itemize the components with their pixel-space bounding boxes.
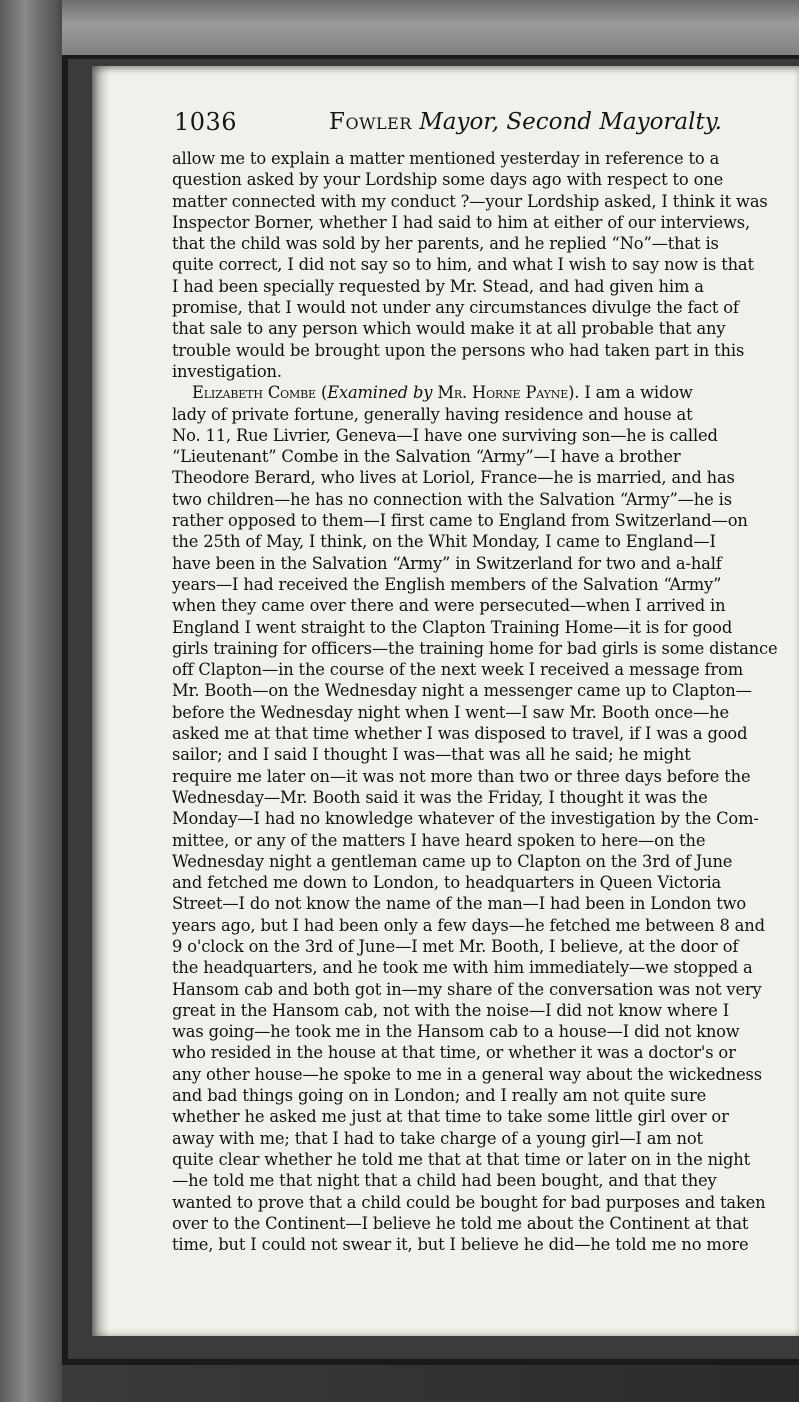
book-spine-edge [0,0,62,1402]
examiner-name: Mr. Horne Payne [437,383,569,403]
book-page [92,66,799,1336]
text-line: Hansom cab and both got in—my share of the conversation was not very [172,979,762,999]
text-line: over to the Continent—I believe he told me about the Continent at that [172,1213,749,1233]
text-line: Mr. Booth—on the Wednesday night a messenger came up to Clapton— [172,681,752,701]
witness-name: Elizabeth Combe [192,383,316,403]
gutter-shadow [92,66,110,1336]
text-line: and bad things going on in London; and I really am not quite sure [172,1086,707,1106]
running-head-title: Mayor, Second Mayoralty. [419,109,722,135]
body-text [172,148,797,1255]
page-number: 1036 [174,108,238,136]
text-line: Street—I do not know the name of the man—I had been in London two [172,894,747,914]
text-line: two children—he has no connection with the Salvation “Army”—he is [172,489,732,509]
text-line: rather opposed to them—I first came to England from Switzerland—on [172,511,748,531]
text-line: Monday—I had no knowledge whatever of the investigation by the Com- [172,809,759,829]
text-line: off Clapton—in the course of the next week I received a message from [172,660,743,680]
text-line: when they came over there and were persecuted—when I arrived in [172,596,726,616]
text-line: investigation. [172,361,282,381]
text-line: England I went straight to the Clapton Training Home—it is for good [172,617,733,637]
examined-by-label: Examined by [327,383,433,403]
text-line: Theodore Berard, who lives at Loriol, France—he is married, and has [172,468,735,488]
text-line: Inspector Borner, whether I had said to him at either of our interviews, [172,212,751,232]
first-line-rest: ). I am a widow [568,383,693,403]
running-head [329,109,722,135]
page-header [174,108,774,142]
paragraph-1 [172,148,797,382]
text-line: matter connected with my conduct ?—your Lordship asked, I think it was [172,191,768,211]
text-line: No. 11, Rue Livrier, Geneva—I have one surviving son—he is called [172,425,718,445]
text-line: quite clear whether he told me that at that time or later on in the night [172,1149,750,1169]
paragraph-2-first-line: Elizabeth Combe (Examined by Mr. Horne Payne). I am a widow [192,383,693,403]
text-line: asked me at that time whether I was disposed to travel, if I was a good [172,724,748,744]
text-line: I had been specially requested by Mr. Stead, and had given him a [172,276,704,296]
text-line: time, but I could not swear it, but I believe he did—he told me no more [172,1235,749,1255]
text-line: quite correct, I did not say so to him, and what I wish to say now is that [172,255,754,275]
text-line: “Lieutenant” Combe in the Salvation “Army”—I have a brother [172,447,681,467]
text-line: sailor; and I said I thought I was—that was all he said; he might [172,745,691,765]
text-line: years—I had received the English members of the Salvation “Army” [172,574,722,594]
text-line: —he told me that night that a child had been bought, and that they [172,1171,717,1191]
text-line: lady of private fortune, generally having residence and house at [172,404,693,424]
text-line: years ago, but I had been only a few days—he fetched me between 8 and [172,915,765,935]
text-line: promise, that I would not under any circumstances divulge the fact of [172,298,739,318]
text-line: 9 o'clock on the 3rd of June—I met Mr. Booth, I believe, at the door of [172,936,739,956]
text-line: whether he asked me just at that time to take some little girl over or [172,1107,729,1127]
text-line: mittee, or any of the matters I have heard spoken to here—on the [172,830,706,850]
text-line: before the Wednesday night when I went—I saw Mr. Booth once—he [172,702,729,722]
running-head-name: Fowler [329,109,412,135]
text-line: girls training for officers—the training home for bad girls is some distance [172,638,778,658]
text-line: away with me; that I had to take charge of a young girl—I am not [172,1128,703,1148]
text-line: question asked by your Lordship some days ago with respect to one [172,170,724,190]
text-line: trouble would be brought upon the persons who had taken part in this [172,340,745,360]
text-line: any other house—he spoke to me in a general way about the wickedness [172,1064,762,1084]
text-line: that sale to any person which would make it at all probable that any [172,319,726,339]
text-line: require me later on—it was not more than two or three days before the [172,766,751,786]
text-line: Wednesday—Mr. Booth said it was the Friday, I thought it was the [172,787,708,807]
text-line: who resided in the house at that time, or whether it was a doctor's or [172,1043,736,1063]
text-line: Wednesday night a gentleman came up to Clapton on the 3rd of June [172,851,733,871]
text-line: great in the Hansom cab, not with the noise—I did not know where I [172,1000,729,1020]
paragraph-2 [172,382,797,1255]
scan-top-margin [0,0,799,60]
text-line: the headquarters, and he took me with him immediately—we stopped a [172,958,753,978]
text-line: allow me to explain a matter mentioned yesterday in reference to a [172,149,720,168]
text-line: and fetched me down to London, to headquarters in Queen Victoria [172,873,722,893]
text-line: have been in the Salvation “Army” in Switzerland for two and a-half [172,553,722,573]
text-line: wanted to prove that a child could be bought for bad purposes and taken [172,1192,766,1212]
text-line: that the child was sold by her parents, and he replied “No”—that is [172,234,719,254]
text-line: was going—he took me in the Hansom cab to a house—I did not know [172,1022,740,1042]
text-line: the 25th of May, I think, on the Whit Monday, I came to England—I [172,532,716,552]
